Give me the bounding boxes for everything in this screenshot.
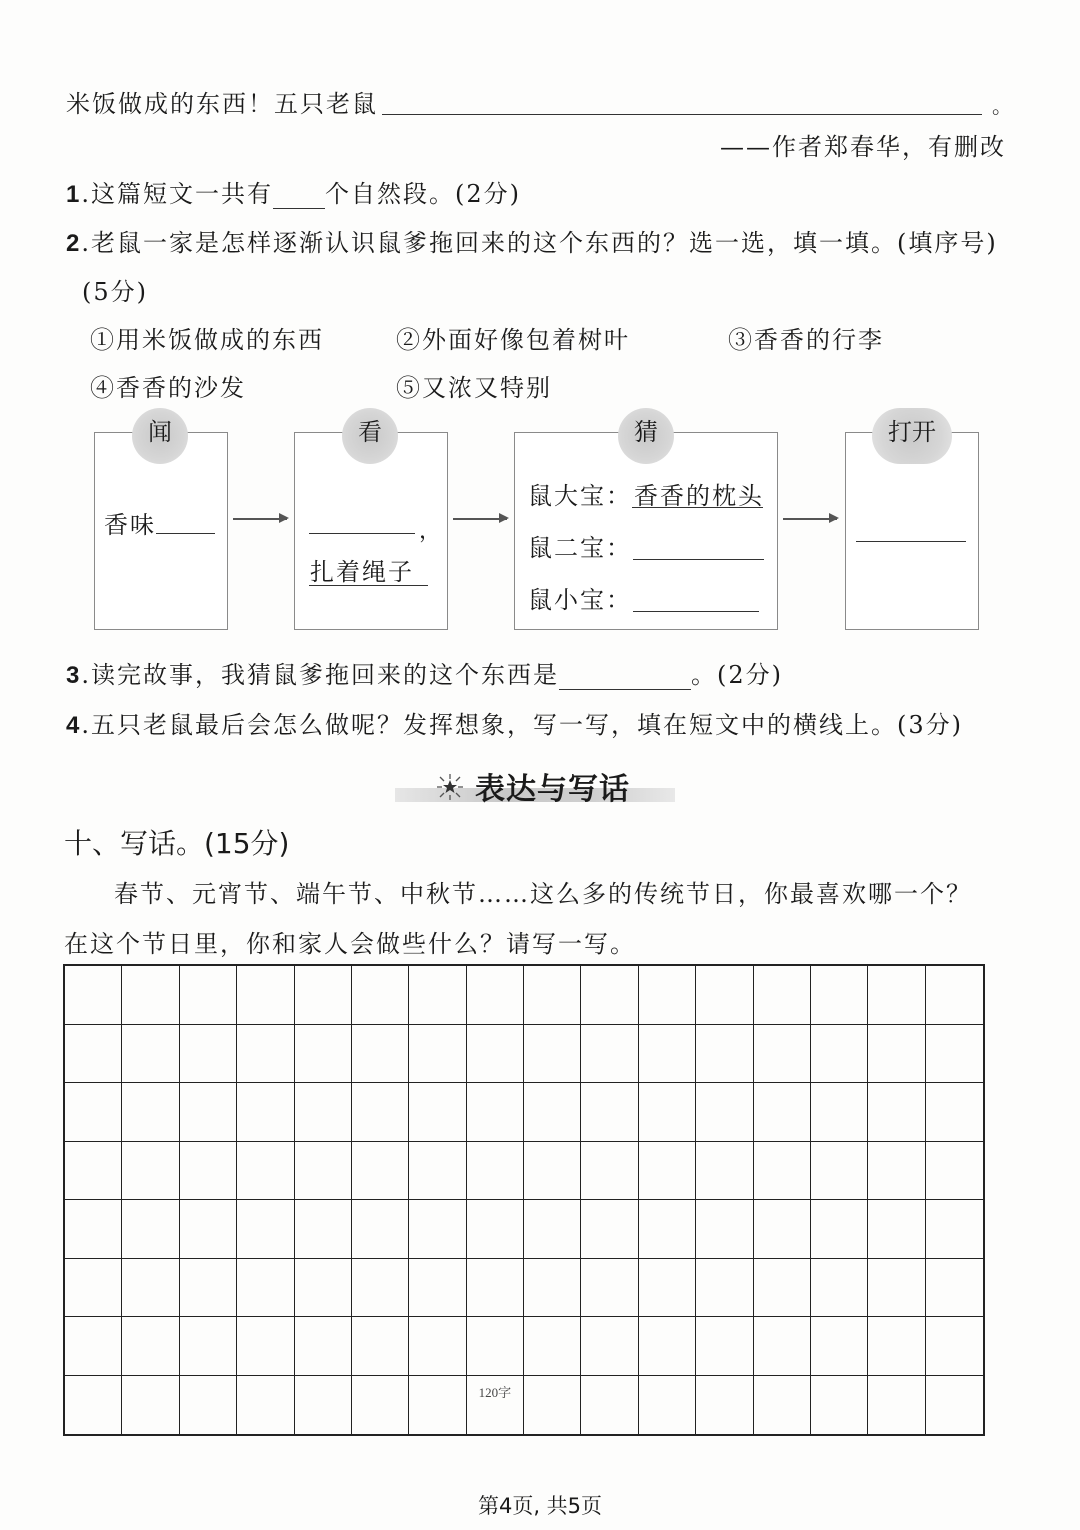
grid-cell[interactable]	[926, 966, 983, 1025]
option-2: ②外面好像包着树叶	[396, 326, 630, 354]
grid-cell[interactable]	[639, 1142, 696, 1201]
grid-cell[interactable]	[581, 966, 638, 1025]
grid-cell[interactable]	[811, 1200, 868, 1259]
grid-cell[interactable]	[352, 1083, 409, 1142]
look-blank[interactable]	[309, 508, 415, 534]
question-1-text-after: 个自然段。(2分)	[325, 180, 521, 208]
grid-cell[interactable]	[811, 1376, 868, 1435]
grid-cell[interactable]	[122, 1259, 179, 1318]
grid-cell[interactable]	[65, 1317, 122, 1376]
grid-cell[interactable]	[754, 1142, 811, 1201]
grid-cell[interactable]	[409, 1025, 466, 1084]
guess-value-1: 香香的枕头	[634, 482, 764, 510]
grid-cell[interactable]	[639, 1200, 696, 1259]
grid-cell[interactable]	[639, 1376, 696, 1435]
question-3-text-after: 。(2分)	[691, 661, 783, 689]
look-text: 扎着绳子	[310, 558, 414, 586]
grid-cell[interactable]	[237, 1200, 294, 1259]
grid-cell[interactable]	[696, 966, 753, 1025]
grid-cell[interactable]	[65, 966, 122, 1025]
grid-cell[interactable]	[122, 1025, 179, 1084]
grid-cell[interactable]	[237, 966, 294, 1025]
grid-cell[interactable]	[295, 1025, 352, 1084]
grid-cell[interactable]	[122, 1083, 179, 1142]
grid-cell[interactable]	[581, 1317, 638, 1376]
question-1-blank[interactable]	[273, 182, 325, 209]
writing-grid[interactable]	[63, 964, 985, 1436]
question-4-number: 4	[66, 712, 82, 739]
grid-cell[interactable]	[467, 1083, 524, 1142]
grid-cell[interactable]	[926, 1025, 983, 1084]
open-blank[interactable]	[856, 516, 966, 542]
question-2-points: (5分)	[82, 278, 148, 306]
passage-attribution: ——作者郑春华，有删改	[720, 133, 1006, 161]
grid-cell[interactable]	[180, 1200, 237, 1259]
question-1-text: .这篇短文一共有	[81, 180, 273, 208]
grid-cell[interactable]	[352, 1376, 409, 1435]
arrow-icon	[453, 518, 507, 520]
grid-cell[interactable]	[122, 1376, 179, 1435]
grid-cell[interactable]	[524, 1200, 581, 1259]
grid-cell[interactable]	[295, 1259, 352, 1318]
grid-cell[interactable]	[467, 1025, 524, 1084]
grid-cell[interactable]	[524, 1259, 581, 1318]
grid-cell[interactable]	[811, 1142, 868, 1201]
badge-smell: 闻	[132, 408, 188, 464]
grid-cell[interactable]	[409, 1376, 466, 1435]
grid-cell[interactable]	[237, 1317, 294, 1376]
grid-cell[interactable]	[754, 1025, 811, 1084]
grid-cell[interactable]	[696, 1142, 753, 1201]
grid-cell[interactable]	[295, 1200, 352, 1259]
writing-prompt-line-1: 春节、元宵节、端午节、中秋节……这么多的传统节日，你最喜欢哪一个？	[114, 880, 972, 908]
grid-cell[interactable]	[65, 1083, 122, 1142]
grid-cell[interactable]	[696, 1259, 753, 1318]
writing-heading: 十、写话。(15分)	[64, 827, 290, 860]
grid-cell[interactable]	[639, 1025, 696, 1084]
grid-cell[interactable]	[295, 966, 352, 1025]
grid-cell[interactable]	[237, 1376, 294, 1435]
grid-cell[interactable]	[237, 1142, 294, 1201]
grid-cell[interactable]	[467, 1376, 524, 1435]
grid-cell[interactable]	[754, 1200, 811, 1259]
grid-cell[interactable]	[926, 1259, 983, 1318]
grid-cell[interactable]	[581, 1376, 638, 1435]
grid-cell[interactable]	[696, 1025, 753, 1084]
grid-cell[interactable]	[467, 1259, 524, 1318]
grid-cell[interactable]	[352, 966, 409, 1025]
grid-cell[interactable]	[581, 1083, 638, 1142]
guess-underline-1	[632, 482, 763, 508]
grid-cell[interactable]	[754, 966, 811, 1025]
grid-cell[interactable]	[180, 1025, 237, 1084]
grid-cell[interactable]	[581, 1142, 638, 1201]
grid-cell[interactable]	[639, 966, 696, 1025]
grid-cell[interactable]	[754, 1259, 811, 1318]
question-4	[66, 705, 963, 740]
question-2-number: 2	[66, 230, 82, 257]
grid-cell[interactable]	[409, 1259, 466, 1318]
grid-cell[interactable]	[811, 1259, 868, 1318]
word-count-marker: 120字	[478, 1384, 512, 1400]
grid-cell[interactable]	[467, 1200, 524, 1259]
page-footer: 第4页, 共5页	[477, 1494, 603, 1518]
grid-cell[interactable]	[926, 1376, 983, 1435]
grid-cell[interactable]	[581, 1025, 638, 1084]
grid-cell[interactable]	[639, 1259, 696, 1318]
guess-label-2: 鼠二宝：	[528, 534, 632, 562]
grid-cell[interactable]	[926, 1083, 983, 1142]
grid-cell[interactable]	[581, 1200, 638, 1259]
badge-look: 看	[342, 408, 398, 464]
grid-cell[interactable]	[868, 1317, 925, 1376]
grid-cell[interactable]	[295, 1142, 352, 1201]
passage-end-punct: 。	[992, 94, 1012, 118]
grid-cell[interactable]	[754, 1317, 811, 1376]
guess-blank-2[interactable]	[633, 534, 764, 560]
grid-cell[interactable]	[65, 1200, 122, 1259]
look-underline	[309, 560, 428, 586]
grid-cell[interactable]	[926, 1317, 983, 1376]
grid-cell[interactable]	[352, 1317, 409, 1376]
grid-cell[interactable]	[868, 1200, 925, 1259]
grid-cell[interactable]	[180, 1142, 237, 1201]
grid-cell[interactable]	[352, 1142, 409, 1201]
grid-cell[interactable]	[524, 1083, 581, 1142]
grid-cell[interactable]	[180, 966, 237, 1025]
grid-cell[interactable]	[581, 1259, 638, 1318]
smell-blank[interactable]	[156, 508, 215, 534]
grid-cell[interactable]	[180, 1376, 237, 1435]
grid-cell[interactable]	[754, 1083, 811, 1142]
grid-cell[interactable]	[524, 966, 581, 1025]
section-title: 表达与写话	[475, 772, 630, 807]
question-1	[66, 174, 521, 209]
grid-cell[interactable]	[409, 1200, 466, 1259]
grid-cell[interactable]	[295, 1317, 352, 1376]
guess-blank-3[interactable]	[633, 586, 759, 612]
grid-cell[interactable]	[868, 1376, 925, 1435]
grid-cell[interactable]	[926, 1142, 983, 1201]
grid-cell[interactable]	[754, 1376, 811, 1435]
option-3: ③香香的行李	[728, 326, 884, 354]
grid-cell[interactable]	[811, 1025, 868, 1084]
grid-cell[interactable]	[696, 1200, 753, 1259]
grid-cell[interactable]	[122, 1200, 179, 1259]
grid-cell[interactable]	[467, 1317, 524, 1376]
grid-cell[interactable]	[295, 1083, 352, 1142]
look-comma: ，	[419, 519, 442, 544]
grid-cell[interactable]	[295, 1376, 352, 1435]
grid-cell[interactable]	[696, 1083, 753, 1142]
grid-cell[interactable]	[237, 1083, 294, 1142]
grid-cell[interactable]	[122, 1142, 179, 1201]
badge-open: 打开	[872, 408, 952, 464]
passage-ending-text: 米饭做成的东西！五只老鼠	[66, 90, 378, 118]
passage-answer-blank[interactable]	[382, 86, 982, 115]
grid-cell[interactable]	[409, 1142, 466, 1201]
grid-cell[interactable]	[524, 1376, 581, 1435]
arrow-icon	[233, 518, 287, 520]
question-4-text: .五只老鼠最后会怎么做呢？发挥想象，写一写，填在短文中的横线上。(3分)	[81, 711, 963, 739]
grid-cell[interactable]	[122, 966, 179, 1025]
grid-cell[interactable]	[409, 1317, 466, 1376]
badge-guess: 猜	[618, 408, 674, 464]
grid-cell[interactable]	[409, 966, 466, 1025]
grid-cell[interactable]	[868, 1142, 925, 1201]
grid-cell[interactable]	[237, 1025, 294, 1084]
question-2-text: .老鼠一家是怎样逐渐认识鼠爹拖回来的这个东西的？选一选，填一填。(填序号)	[81, 229, 998, 257]
grid-cell[interactable]	[122, 1317, 179, 1376]
grid-cell[interactable]	[237, 1259, 294, 1318]
question-1-number: 1	[66, 181, 82, 208]
writing-prompt-line-2: 在这个节日里，你和家人会做些什么？请写一写。	[64, 930, 636, 958]
question-3-blank[interactable]	[559, 663, 691, 690]
grid-cell[interactable]	[180, 1317, 237, 1376]
option-1: ①用米饭做成的东西	[90, 326, 324, 354]
grid-cell[interactable]	[811, 1317, 868, 1376]
grid-cell[interactable]	[352, 1025, 409, 1084]
grid-cell[interactable]	[409, 1083, 466, 1142]
arrow-icon	[783, 518, 837, 520]
grid-cell[interactable]	[639, 1317, 696, 1376]
grid-cell[interactable]	[868, 1025, 925, 1084]
question-3	[66, 655, 783, 690]
grid-cell[interactable]	[352, 1259, 409, 1318]
guess-label-1: 鼠大宝：	[528, 482, 632, 510]
grid-cell[interactable]	[696, 1317, 753, 1376]
guess-label-3: 鼠小宝：	[528, 586, 632, 614]
grid-cell[interactable]	[352, 1200, 409, 1259]
grid-cell[interactable]	[65, 1376, 122, 1435]
grid-cell[interactable]	[65, 1142, 122, 1201]
question-3-text: .读完故事，我猜鼠爹拖回来的这个东西是	[81, 661, 559, 689]
star-burst-icon	[437, 774, 463, 800]
grid-cell[interactable]	[868, 966, 925, 1025]
grid-cell[interactable]	[811, 966, 868, 1025]
grid-cell[interactable]	[868, 1259, 925, 1318]
smell-text: 香味	[104, 511, 156, 539]
option-4: ④香香的沙发	[90, 374, 246, 402]
grid-cell[interactable]	[65, 1025, 122, 1084]
grid-cell[interactable]	[524, 1025, 581, 1084]
grid-cell[interactable]	[65, 1259, 122, 1318]
section-banner	[395, 762, 675, 808]
grid-cell[interactable]	[639, 1083, 696, 1142]
option-5: ⑤又浓又特别	[396, 374, 552, 402]
question-3-number: 3	[66, 662, 82, 689]
grid-cell[interactable]	[524, 1317, 581, 1376]
question-2	[66, 223, 998, 258]
grid-cell[interactable]	[467, 966, 524, 1025]
grid-cell[interactable]	[180, 1083, 237, 1142]
grid-cell[interactable]	[696, 1376, 753, 1435]
grid-cell[interactable]	[524, 1142, 581, 1201]
grid-cell[interactable]	[926, 1200, 983, 1259]
grid-cell[interactable]	[467, 1142, 524, 1201]
grid-cell[interactable]	[180, 1259, 237, 1318]
grid-cell[interactable]	[811, 1083, 868, 1142]
grid-cell[interactable]	[868, 1083, 925, 1142]
